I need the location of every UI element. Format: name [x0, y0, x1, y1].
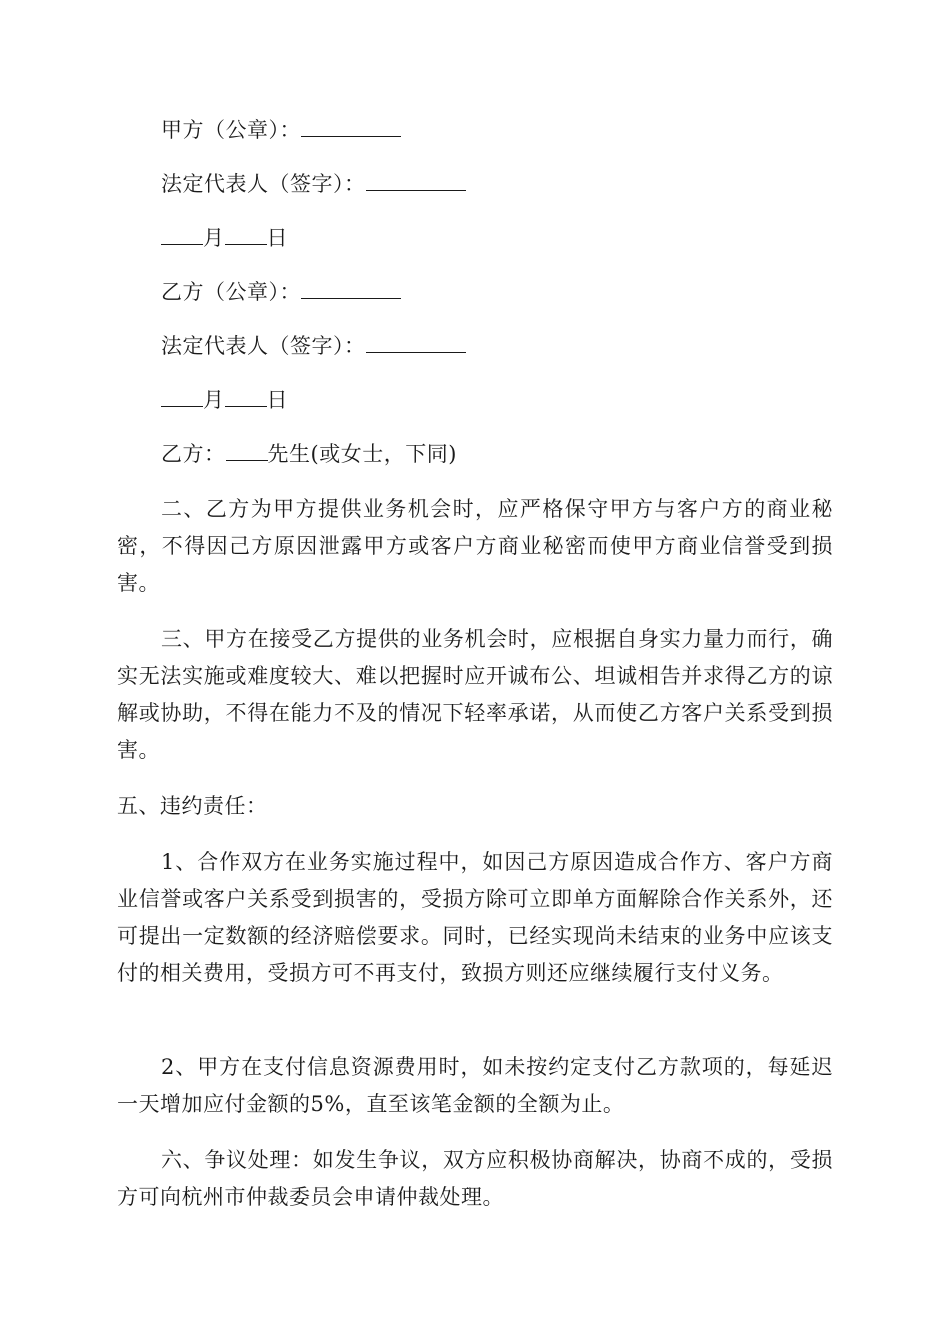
- party-b-month-label: 月: [203, 388, 225, 412]
- party-b-name-blank: [226, 440, 268, 461]
- clause-5-1: 1、合作双方在业务实施过程中，如因己方原因造成合作方、客户方商业信誉或客户关系受到损害的，受损方除可立即单方面解除合作关系外，还可提出一定数额的经济赔偿要求。同时，已经实现尚未结束的业务中应该支付的相关费用，受损方可不再支付，致损方则还应继续履行支付义务。: [117, 850, 833, 985]
- clause-3: 三、甲方在接受乙方提供的业务机会时，应根据自身实力量力而行，确实无法实施或难度较大、难以把握时应开诚布公、坦诚相告并求得乙方的谅解或协助，不得在能力不及的情况下轻率承诺，从而使乙方客户关系受到损害。: [117, 627, 833, 762]
- party-b-month-blank: [161, 386, 203, 407]
- party-a-seal-line: [161, 116, 401, 144]
- party-b-rep-blank: [366, 332, 466, 353]
- clause-5-2: 2、甲方在支付信息资源费用时，如未按约定支付乙方款项的，每延迟一天增加应付金额的5%，直至该笔金额的全额为止。: [117, 1055, 833, 1116]
- party-b-seal-label: 乙方（公章）：: [161, 280, 301, 304]
- party-a-month-blank: [161, 224, 203, 245]
- party-b-name-suffix: 先生(或女士，下同): [267, 442, 457, 466]
- party-b-day-label: 日: [266, 388, 288, 412]
- party-b-day-blank: [225, 386, 267, 407]
- party-b-name-line: [161, 440, 457, 468]
- party-a-date-line: [161, 224, 288, 252]
- party-a-seal-label: 甲方（公章）：: [161, 118, 301, 142]
- party-b-date-line: [161, 386, 288, 414]
- party-a-month-label: 月: [203, 226, 225, 250]
- clause-6: 六、争议处理：如发生争议，双方应积极协商解决，协商不成的，受损方可向杭州市仲裁委员会申请仲裁处理。: [117, 1148, 833, 1209]
- party-b-name-prefix: 乙方：: [161, 442, 226, 466]
- party-b-seal-line: [161, 278, 401, 306]
- clause-2: 二、乙方为甲方提供业务机会时，应严格保守甲方与客户方的商业秘密，不得因己方原因泄露甲方或客户方商业秘密而使甲方商业信誉受到损害。: [117, 497, 833, 595]
- party-b-rep-line: [161, 332, 466, 360]
- party-a-rep-label: 法定代表人（签字）：: [161, 172, 366, 196]
- party-a-rep-line: [161, 170, 466, 198]
- party-a-day-label: 日: [266, 226, 288, 250]
- party-a-seal-blank: [301, 116, 401, 137]
- section-5-title: 五、违约责任：: [117, 794, 268, 818]
- party-a-rep-blank: [366, 170, 466, 191]
- party-b-rep-label: 法定代表人（签字）：: [161, 334, 366, 358]
- party-a-day-blank: [225, 224, 267, 245]
- party-b-seal-blank: [301, 278, 401, 299]
